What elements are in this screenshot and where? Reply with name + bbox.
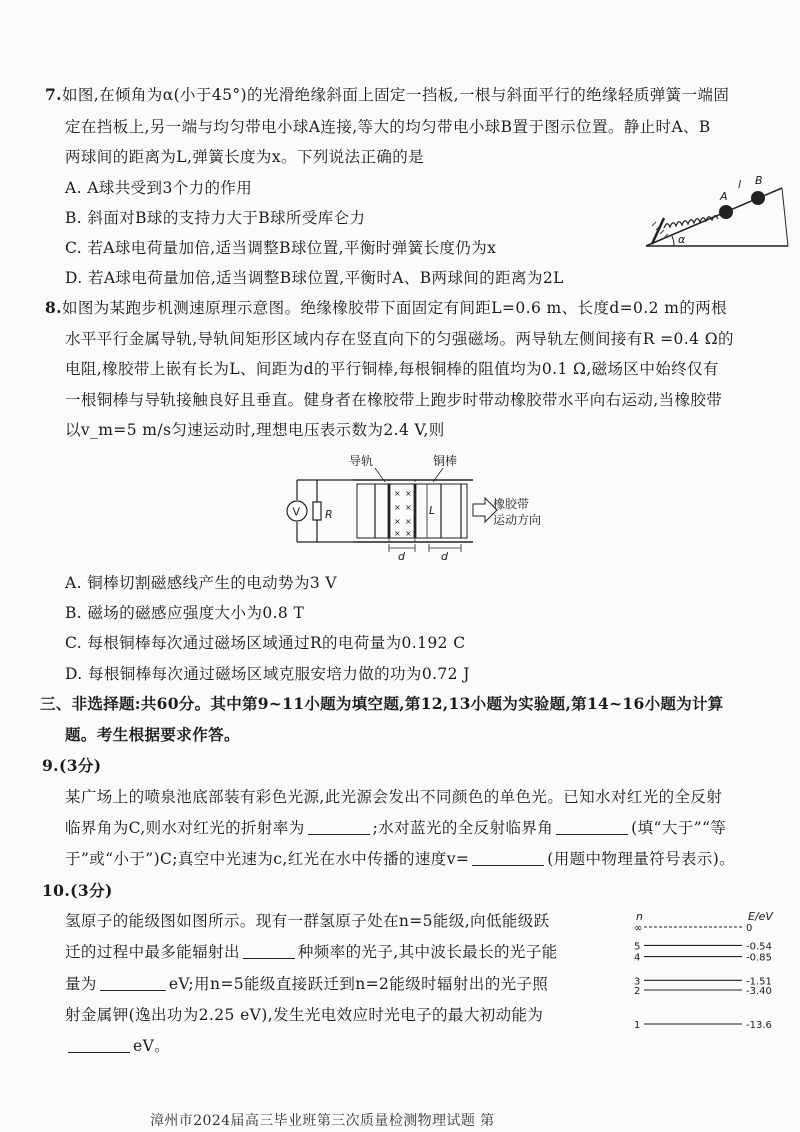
q9-blank-refractive-index[interactable]	[308, 818, 370, 835]
svg-text:×: ×	[394, 503, 401, 512]
q8-option-d: D. 每根铜棒每次通过磁场区域克服安培力做的功为0.72 J	[65, 665, 470, 683]
svg-text:×: ×	[394, 529, 401, 538]
energy-level-value-label: -0.85	[746, 952, 772, 964]
svg-text:×: ×	[405, 529, 412, 538]
q7-option-a: A. A球共受到3个力的作用	[65, 179, 253, 197]
q8-stem-line1: 8.如图为某跑步机测速原理示意图。绝缘橡胶带下面固定有间距L=0.6 m、长度d=0.2 m的两根	[45, 298, 728, 317]
rod-label: 铜棒	[433, 454, 458, 468]
ball-b-label: B	[755, 174, 763, 187]
q10-blank-frequencies[interactable]	[243, 942, 295, 959]
q9-blank-speed[interactable]	[472, 849, 544, 866]
energy-level-n-label: 3	[634, 976, 641, 988]
q7-stem-line1: 7.如图,在倾角为α(小于45°)的光滑绝缘斜面上固定一挡板,一根与斜面平行的绝缘轻质弹簧一端固	[45, 85, 730, 104]
energy-level-n-label: 2	[634, 986, 641, 997]
q10-line4: 射金属钾(逸出功为2.25 eV),发生光电效应时光电子的最大初动能为	[65, 1006, 544, 1024]
energy-level-value-label: -13.6	[746, 1020, 772, 1031]
energy-level-value-label: -0.54	[746, 941, 772, 953]
distance-label: l	[738, 178, 742, 191]
svg-text:×: ×	[405, 503, 412, 512]
q9-header: 9.(3分)	[42, 756, 102, 775]
svg-text:×: ×	[405, 489, 412, 498]
q9-line3: 于”或“小于”)C;真空中光速为c,红光在水中传播的速度v= (用题中物理量符号表示)。	[65, 850, 736, 868]
energy-level-value-label: -1.51	[746, 976, 772, 988]
page-footer: 漳州市2024届高三毕业班第三次质量检测物理试题 第	[150, 1113, 495, 1129]
angle-label: α	[678, 233, 686, 246]
q9-line1: 某广场上的喷泉池底部装有彩色光源,此光源会发出不同颜色的单色光。已知水对红光的全反射	[65, 788, 723, 806]
q9-blank-blue-critical-angle[interactable]	[556, 818, 628, 835]
n-axis-header: n	[636, 910, 643, 923]
belt-label-line1: 橡胶带	[493, 497, 530, 511]
q7-stem-line2: 定在挡板上,另一端与均匀带电小球A连接,等大的均匀带电小球B置于图示位置。静止时A、B	[65, 118, 711, 136]
energy-level-n-label: 5	[634, 941, 641, 953]
q10-line1: 氢原子的能级图如图所示。现有一群氢原子处在n=5能级,向低能级跃	[65, 912, 550, 930]
q10-header: 10.(3分)	[42, 881, 113, 900]
section3-heading-line2: 题。考生根据要求作答。	[65, 725, 240, 744]
energy-level-diagram	[630, 906, 790, 1036]
q8-treadmill-figure	[265, 452, 555, 562]
energy-level-n-label: ∞	[634, 923, 643, 934]
q8-option-b: B. 磁场的磁感应强度大小为0.8 T	[65, 604, 305, 622]
resistor-label: R	[325, 508, 333, 521]
q10-line2: 迁的过程中最多能辐射出 种频率的光子,其中波长最长的光子能	[65, 943, 558, 961]
spacing-label: d	[441, 550, 448, 562]
energy-level-n-label: 4	[634, 952, 641, 964]
energy-level-value-label: -3.40	[746, 986, 772, 997]
width-label: L	[429, 504, 436, 517]
q7-option-d: D. 若A球电荷量加倍,适当调整B球位置,平衡时A、B两球间的距离为2L	[65, 269, 564, 287]
q7-option-b: B. 斜面对B球的支持力大于B球所受库仑力	[65, 209, 366, 227]
q8-stem-line5: 以v_m=5 m/s匀速运动时,理想电压表示数为2.4 V,则	[65, 421, 445, 439]
voltmeter-label: V	[292, 505, 301, 519]
q10-line5: eV。	[65, 1035, 170, 1057]
section3-heading-line1: 三、非选择题:共60分。其中第9~11小题为填空题,第12,13小题为实验题,第14~16小题为计算	[40, 694, 724, 713]
svg-text:×: ×	[405, 517, 412, 526]
q8-option-c: C. 每根铜棒每次通过磁场区域通过R的电荷量为0.192 C	[65, 634, 466, 652]
svg-text:×: ×	[394, 489, 401, 498]
resistor	[313, 502, 321, 520]
q8-stem-line3: 电阻,橡胶带上嵌有长为L、间距为d的平行铜棒,每根铜棒的阻值均为0.1 Ω,磁场区中始终仅有	[65, 360, 719, 378]
svg-text:×: ×	[394, 517, 401, 526]
q10-blank-photon-energy[interactable]	[100, 974, 166, 991]
ball-b	[751, 191, 765, 205]
q10-blank-kinetic-energy[interactable]	[68, 1036, 130, 1053]
energy-level-value-label: 0	[746, 923, 753, 934]
energy-level-n-label: 1	[634, 1020, 641, 1031]
q7-stem-line3: 两球间的距离为L,弹簧长度为x。下列说法正确的是	[65, 148, 425, 166]
q7-incline-figure	[640, 170, 790, 250]
rail-label: 导轨	[349, 454, 374, 468]
q8-option-a: A. 铜棒切割磁感线产生的电动势为3 V	[65, 574, 338, 592]
length-label: d	[398, 550, 405, 562]
q8-stem-line4: 一根铜棒与导轨接触良好且垂直。健身者在橡胶带上跑步时带动橡胶带水平向右运动,当橡胶带	[65, 391, 723, 409]
q10-line3: 量为 eV;用n=5能级直接跃迁到n=2能级时辐射出的光子照	[65, 975, 549, 993]
belt-label-line2: 运动方向	[493, 513, 542, 527]
q7-option-c: C. 若A球电荷量加倍,适当调整B球位置,平衡时弹簧长度仍为x	[65, 239, 497, 257]
q9-line2: 临界角为C,则水对红光的折射率为 ;水对蓝光的全反射临界角 (填“大于”“等	[65, 819, 727, 837]
ball-a-label: A	[720, 190, 728, 203]
energy-axis-header: E/eV	[748, 910, 773, 923]
ball-a	[719, 205, 733, 219]
q8-stem-line2: 水平平行金属导轨,导轨间矩形区域内存在竖直向下的匀强磁场。两导轨左侧间接有R =0.4 Ω的	[65, 330, 734, 348]
